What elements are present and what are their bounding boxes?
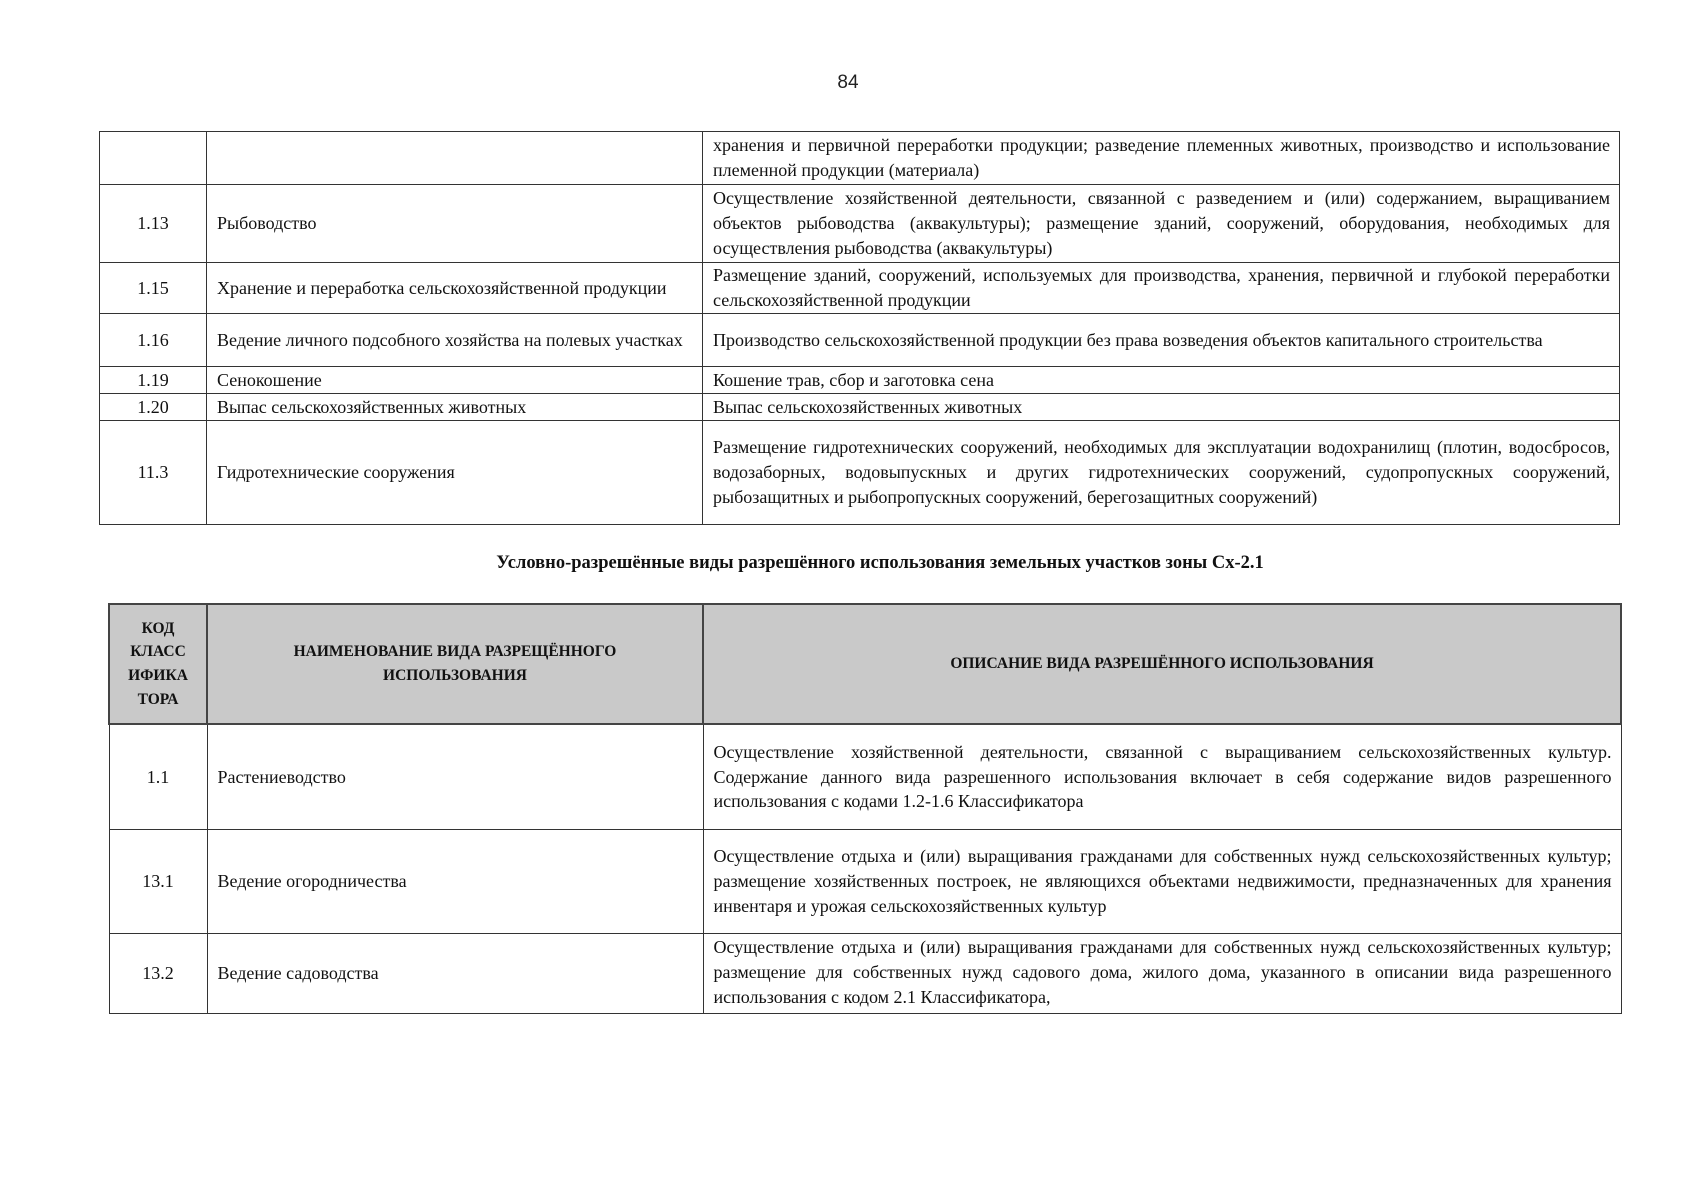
table-row [109,830,1621,934]
row-name [207,132,703,185]
row-name: Ведение садоводства [207,934,703,1014]
page-number: 84 [837,72,859,93]
row-description: Осуществление отдыха и (или) выращивания гражданами для собственных нужд сельскохозяйственных культур; размещение хозяйственных построек, не являющихся объектами недвижимости, предназначенных для хранения инвентаря и урожая сельскохозяйственных культур [703,830,1621,934]
permitted-uses-table [99,131,1620,525]
table-row [109,724,1621,830]
row-code: 13.1 [109,830,207,934]
header-code: КОД КЛАСС ИФИКА ТОРА [109,604,207,724]
row-code: 1.15 [100,263,207,314]
row-name: Рыбоводство [207,185,703,263]
table-row [100,314,1620,367]
table-row [100,367,1620,394]
conditional-uses-table [108,603,1622,1014]
row-name: Ведение огородничества [207,830,703,934]
row-description: Осуществление хозяйственной деятельности, связанной с выращиванием сельскохозяйственных культур. Содержание данного вида разрешенного использования включает в себя содержание видов разрешенного использования с кодами 1.2-1.6 Классификатора [703,724,1621,830]
row-name: Сенокошение [207,367,703,394]
header-description: ОПИСАНИЕ ВИДА РАЗРЕШЁННОГО ИСПОЛЬЗОВАНИЯ [703,604,1621,724]
row-description: Размещение гидротехнических сооружений, необходимых для эксплуатации водохранилищ (плотин, водосбросов, водозаборных, водовыпускных и других гидротехнических сооружений, судопропускных сооружений, рыбозащитных и рыбопропускных сооружений, берегозащитных сооружений) [703,421,1620,525]
row-name: Ведение личного подсобного хозяйства на полевых участках [207,314,703,367]
table-row [100,263,1620,314]
row-name: Гидротехнические сооружения [207,421,703,525]
row-code: 13.2 [109,934,207,1014]
row-code: 1.1 [109,724,207,830]
row-code: 1.13 [100,185,207,263]
table-row [100,185,1620,263]
row-name: Выпас сельскохозяйственных животных [207,394,703,421]
row-code: 1.16 [100,314,207,367]
row-name: Хранение и переработка сельскохозяйственной продукции [207,263,703,314]
table-row [109,934,1621,1014]
row-description: Кошение трав, сбор и заготовка сена [703,367,1620,394]
table-row [100,132,1620,185]
row-description: хранения и первичной переработки продукции; разведение племенных животных, производство и использование племенной продукции (материала) [703,132,1620,185]
table-row [100,421,1620,525]
row-description: Осуществление отдыха и (или) выращивания гражданами для собственных нужд сельскохозяйственных культур; размещение для собственных нужд садового дома, жилого дома, указанного в описании вида разрешенного использования с кодом 2.1 Классификатора, [703,934,1621,1014]
table-row [100,394,1620,421]
row-code: 11.3 [100,421,207,525]
row-code: 1.20 [100,394,207,421]
row-description: Выпас сельскохозяйственных животных [703,394,1620,421]
row-code [100,132,207,185]
row-name: Растениеводство [207,724,703,830]
row-description: Размещение зданий, сооружений, используемых для производства, хранения, первичной и глубокой переработки сельскохозяйственной продукции [703,263,1620,314]
section-title: Условно-разрешённые виды разрешённого использования земельных участков зоны Сх-2.1 [496,553,1264,573]
row-description: Осуществление хозяйственной деятельности, связанной с разведением и (или) содержанием, выращиванием объектов рыбоводства (аквакультуры); размещение зданий, сооружений, оборудования, необходимых для осуществления рыбоводства (аквакультуры) [703,185,1620,263]
row-description: Производство сельскохозяйственной продукции без права возведения объектов капитального строительства [703,314,1620,367]
table-header-row [109,604,1621,724]
header-name: НАИМЕНОВАНИЕ ВИДА РАЗРЕЩЁННОГО ИСПОЛЬЗОВАНИЯ [207,604,703,724]
row-code: 1.19 [100,367,207,394]
